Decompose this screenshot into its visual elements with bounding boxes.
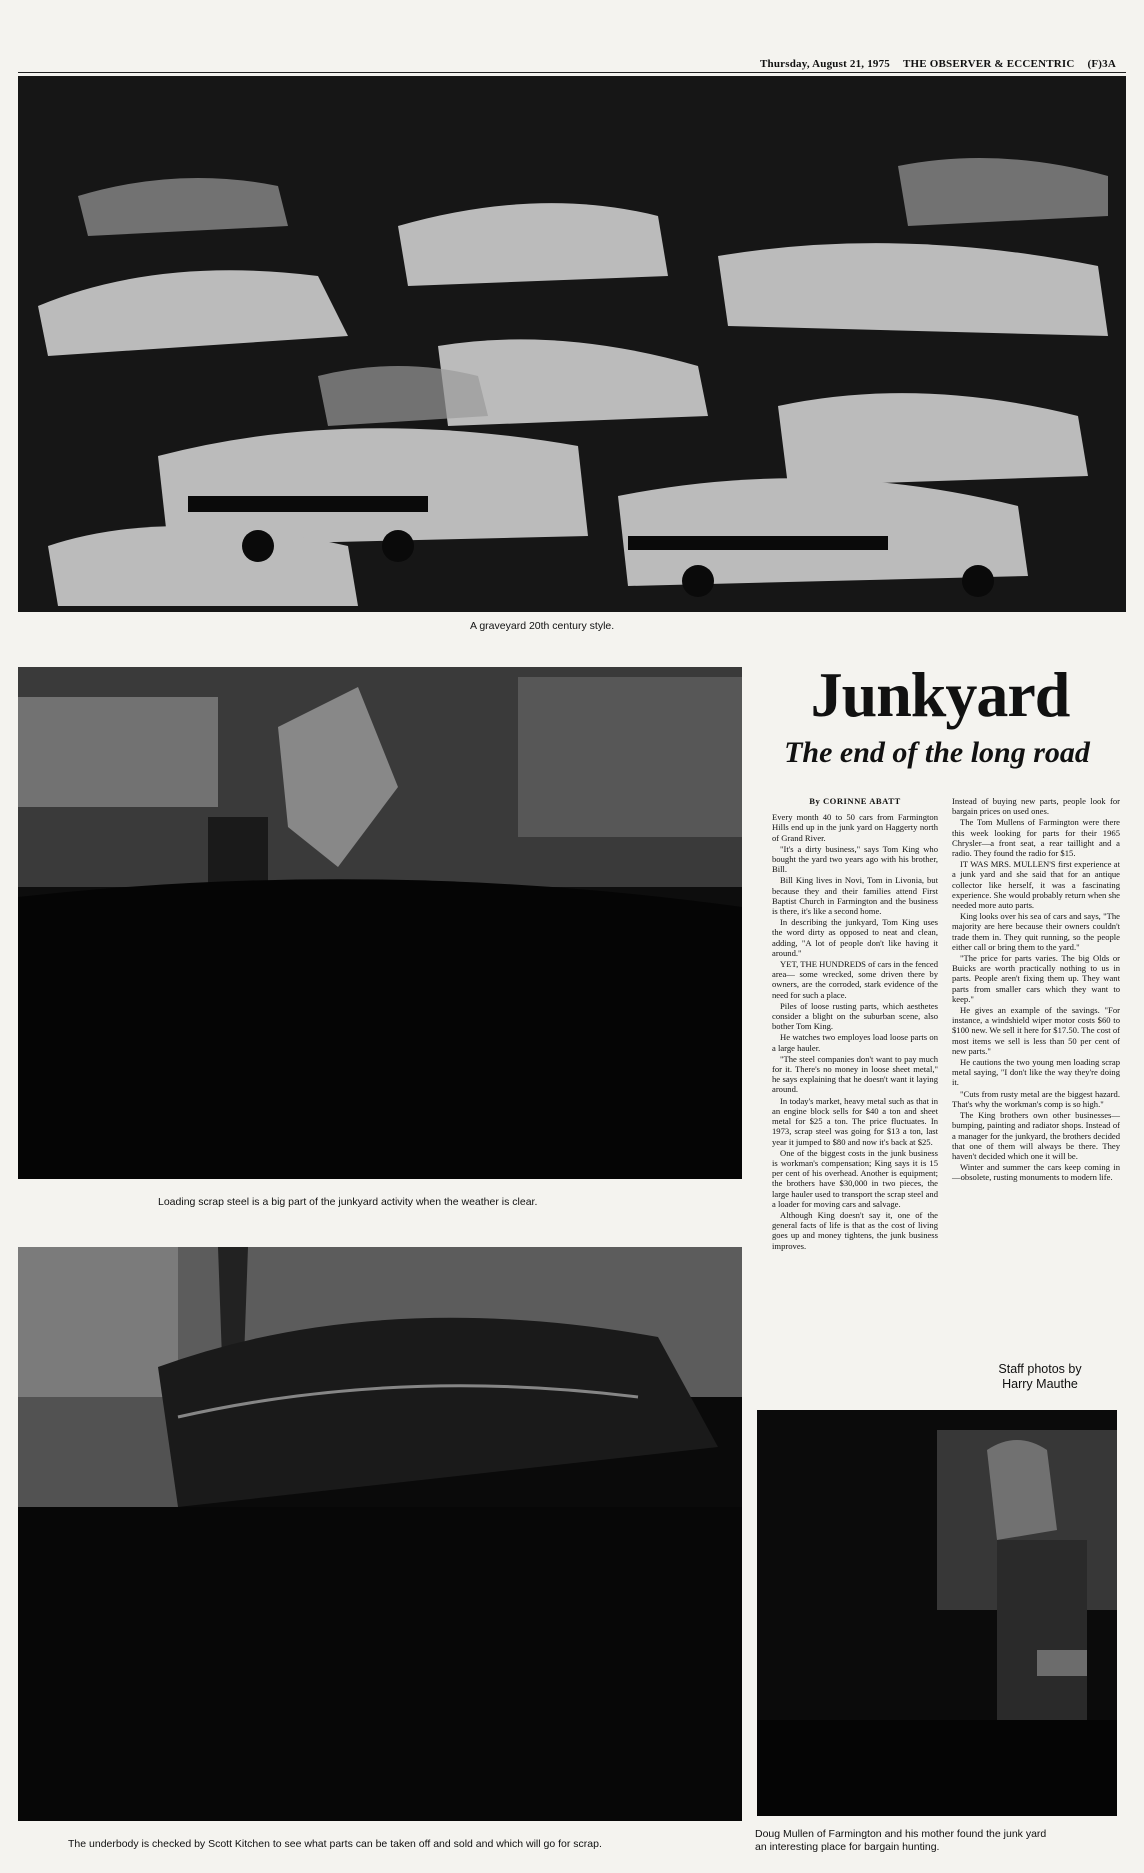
underbody-check-photo [18,1247,742,1821]
paragraph: "The price for parts varies. The big Olds or Buicks are worth practically nothing to us in parts. People aren't fixing them up. They want parts from smaller cars which they want to keep." [952,953,1120,1004]
bottom-right-caption [755,1828,1127,1854]
paragraph: In describing the junkyard, Tom King uses the word dirty as opposed to neat and clean, adding, "A lot of people don't like having it around." [772,917,938,958]
paragraph: The King brothers own other businesses—bumping, painting and radiator shops. Instead of a manager for the junkyard, the brothers decided that one of them will always be there. They haven't decided which one it will be. [952,1110,1120,1161]
byline: By CORINNE ABATT [809,796,901,806]
caption-line-1: Doug Mullen of Farmington and his mother found the junk yard [755,1828,1047,1840]
top-photo-caption: A graveyard 20th century style. [470,620,615,632]
paragraph: One of the biggest costs in the junk business is workman's compensation; King says it is 15 per cent of his overhead. Another is equipment; the brothers have $30,000 in two pieces, the large hauler used to transport the scrap steel and a loader for moving cars and salvage. [772,1147,938,1209]
paragraph: He watches two employes load loose parts on a large hauler. [772,1032,938,1053]
credit-line-2: Harry Mauthe [1002,1377,1078,1391]
credit-line-1: Staff photos by [998,1362,1082,1376]
photo-credit [960,1362,1120,1392]
paragraph: Winter and summer the cars keep coming in—obsolete, rusting monuments to modern life. [952,1162,1120,1183]
paragraph: "It's a dirty business," says Tom King who bought the yard two years ago with his brother, Bill. [772,843,938,875]
paragraph: YET, THE HUNDREDS of cars in the fenced area— some wrecked, some driven there by owners, are the corroded, stark evidence of the need for such a place. [772,959,938,1000]
bottom-left-caption: The underbody is checked by Scott Kitchen to see what parts can be taken off and sold and which will go for scrap. [68,1838,602,1850]
page-number: (F)3A [1087,58,1116,70]
paragraph: The Tom Mullens of Farmington were there this week looking for parts for their 1965 Chrysler—a front seat, a rear taillight and a radio. They found the radio for $15. [952,817,1120,859]
paragraph: In today's market, heavy metal such as that in an engine block sells for $40 a ton and sheet metal for $25 a ton. The price fluctuates. In 1973, scrap steel was going for $13 a ton, last year it jumped to $80 and now it's back at $25. [772,1095,938,1147]
article-headline: Junkyard [810,659,1070,730]
loading-scrap-photo [18,667,742,1179]
paragraph: Although King doesn't say it, one of the general facts of life is that as the cost of living goes up and money tightens, the junk business improves. [772,1209,938,1251]
paragraph: He cautions the two young men loading scrap metal saying, "I don't like the way they're doing it. [952,1057,1120,1088]
junkyard-cars-photo [18,76,1126,612]
paper-name: THE OBSERVER & ECCENTRIC [902,58,1075,70]
article-subhead: The end of the long road [784,736,1090,769]
article-column-1 [772,796,938,1252]
paragraph: Piles of loose rusting parts, which aesthetes consider a blight on the suburban scene, also bother Tom King. [772,1000,938,1032]
middle-photo-caption: Loading scrap steel is a big part of the junkyard activity when the weather is clear. [158,1196,538,1208]
caption-line-2: an interesting place for bargain hunting. [755,1841,940,1853]
paragraph: He gives an example of the savings. "For instance, a windshield wiper motor costs $60 to $100 new. We sell it here for $17.50. The cost of most items we sell is less than 50 per cent of new parts." [952,1005,1120,1056]
masthead [760,58,1116,70]
paragraph: "The steel companies don't want to pay much for it. There's no money in loose sheet metal," he says explaining that he doesn't want it laying around. [772,1053,938,1095]
paragraph: Instead of buying new parts, people look for bargain prices on used ones. [952,796,1120,817]
paragraph: King looks over his sea of cars and says, "The majority are here because their owners couldn't trade them in. They quit running, so the people either call or bring them to the yard." [952,911,1120,952]
issue-date: Thursday, August 21, 1975 [760,58,891,70]
masthead-rule [18,72,1126,73]
paragraph: Every month 40 to 50 cars from Farmington Hills end up in the junk yard on Haggerty north of Grand River. [772,812,938,843]
paragraph: IT WAS MRS. MULLEN'S first experience at a junk yard and she said that for an antique collector like herself, it was a fascinating experience. She would probably return when she needed more auto parts. [952,859,1120,911]
paragraph: "Cuts from rusty metal are the biggest hazard. That's why the workman's comp is so high." [952,1088,1120,1109]
paragraph: Bill King lives in Novi, Tom in Livonia, but because they and their families attend First Baptist Church in Farmington and the business is there, it's like a second home. [772,875,938,917]
mullen-bargain-photo [757,1410,1117,1816]
article-column-2 [952,796,1120,1184]
